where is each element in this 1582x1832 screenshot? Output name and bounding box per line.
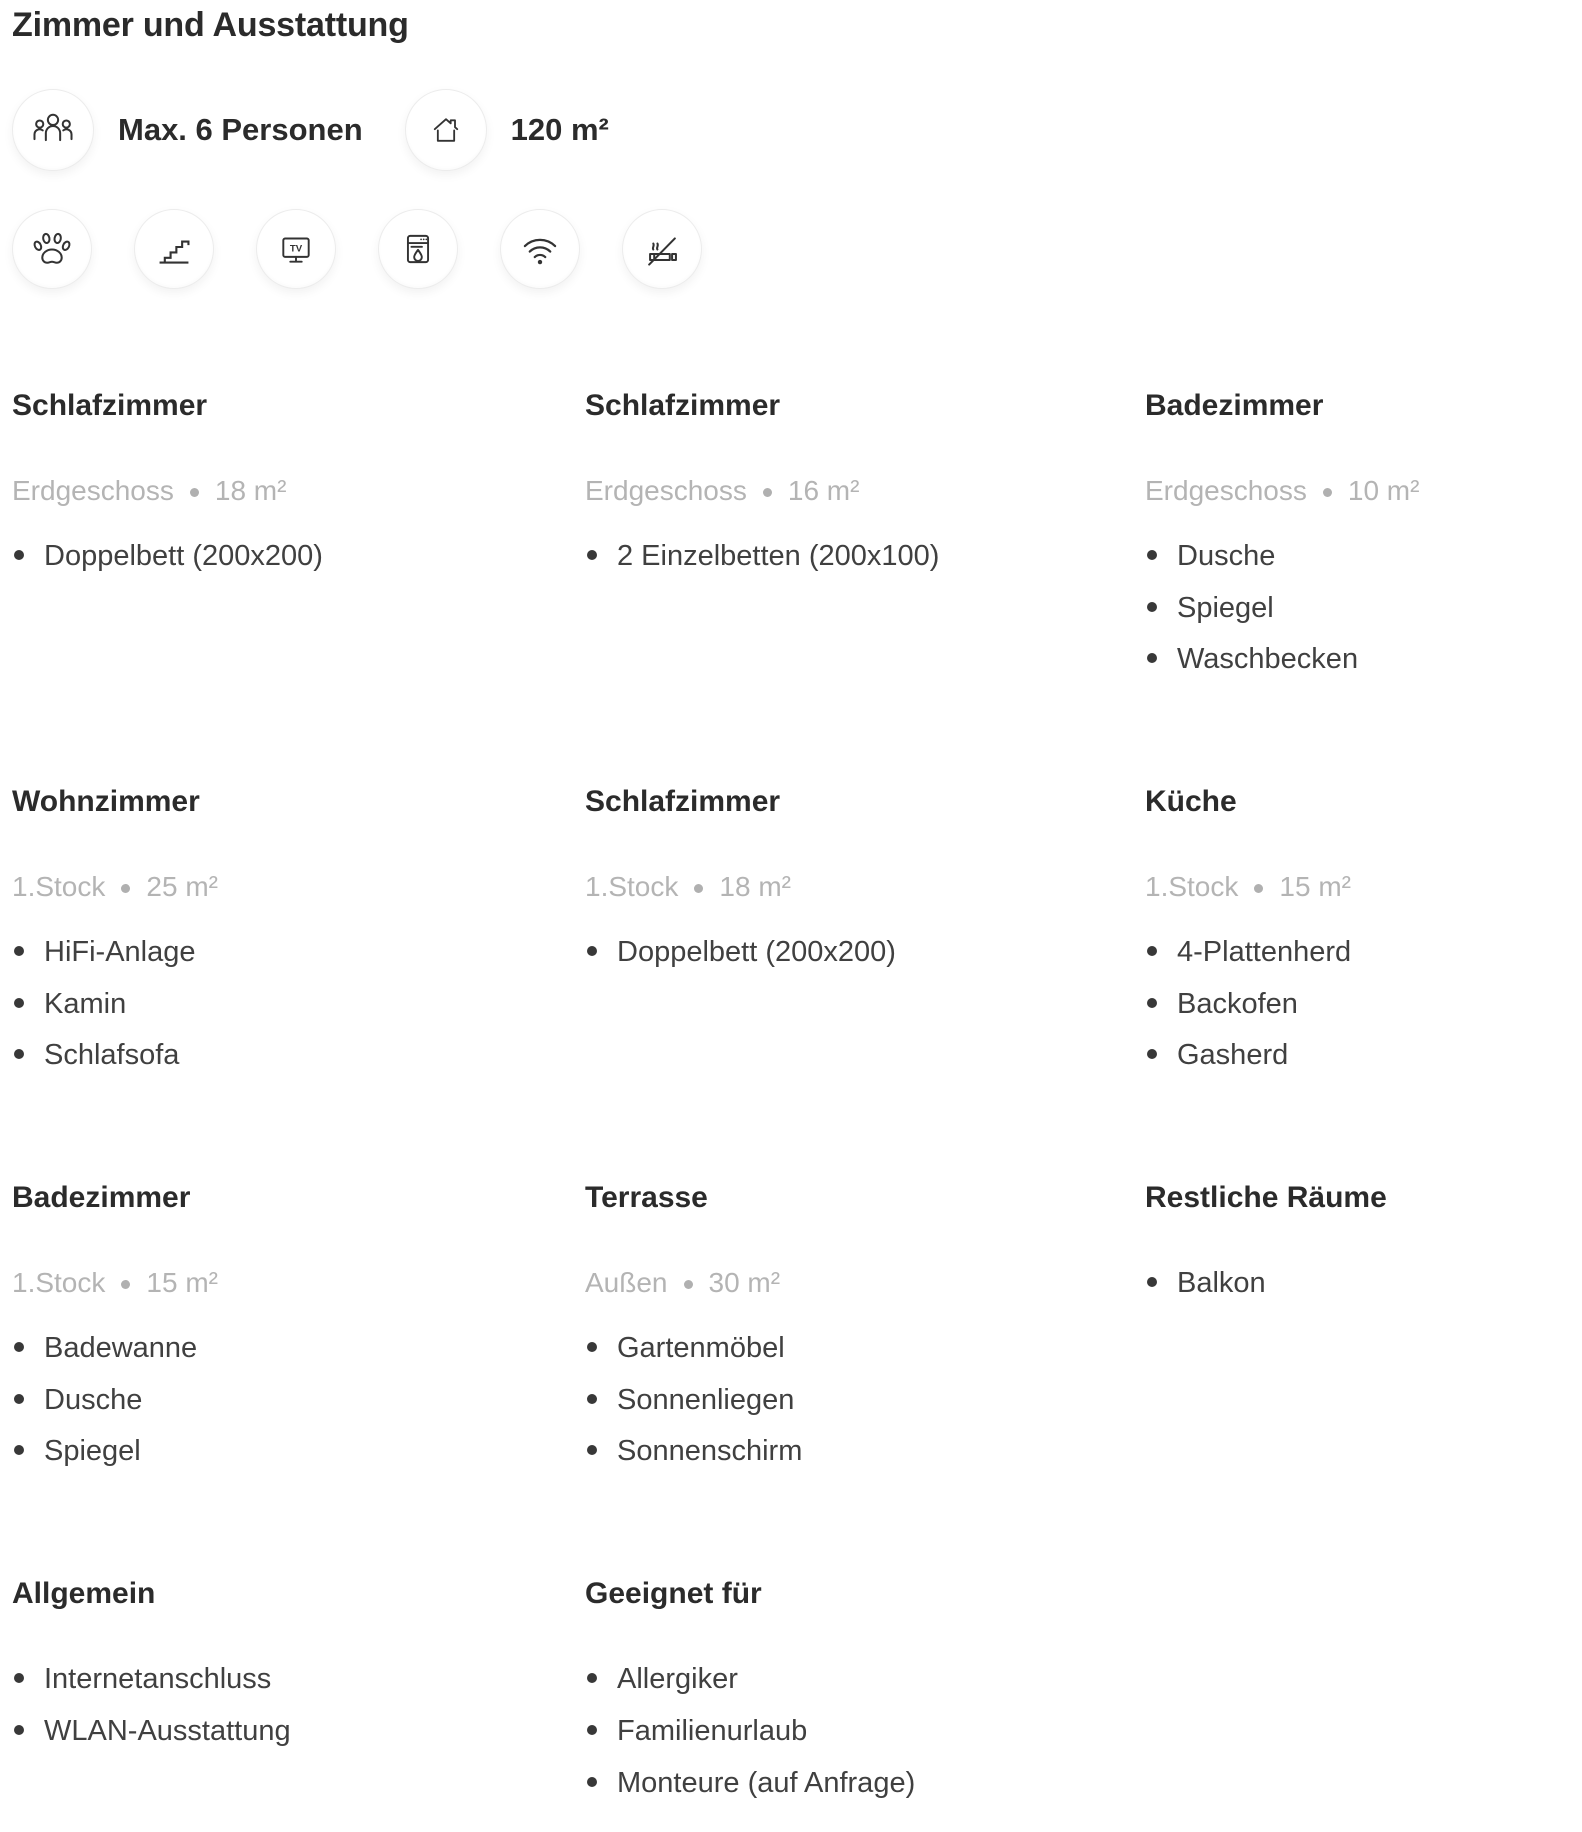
no-smoking-badge xyxy=(622,209,702,289)
room-sections-grid xyxy=(12,389,1570,1798)
section-meta xyxy=(585,872,1145,903)
section-allgemein xyxy=(12,1577,585,1746)
section-size: 10 m² xyxy=(1347,475,1420,507)
section-meta xyxy=(1145,476,1570,507)
section-items xyxy=(12,1333,585,1467)
tv-icon-label: TV xyxy=(289,243,303,255)
list-item: Doppelbett (200x200) xyxy=(585,937,1145,968)
list-item: WLAN-Ausstattung xyxy=(12,1716,585,1747)
section-size: 15 m² xyxy=(1279,871,1351,903)
section-meta xyxy=(12,872,585,903)
section-items xyxy=(585,541,1145,572)
list-item: 4-Plattenherd xyxy=(1145,937,1570,968)
tv-icon xyxy=(275,228,317,270)
section-meta xyxy=(585,1268,1145,1299)
section-meta xyxy=(12,476,585,507)
meta-separator-dot xyxy=(1254,884,1263,893)
list-item: Sonnenliegen xyxy=(585,1385,1145,1416)
section-items xyxy=(1145,1268,1570,1299)
section-schlafzimmer-og xyxy=(585,785,1145,968)
section-location: Außen xyxy=(585,1267,668,1299)
list-item: Schlafsofa xyxy=(12,1040,585,1071)
meta-separator-dot xyxy=(121,884,130,893)
section-title: Schlafzimmer xyxy=(585,389,781,423)
section-meta xyxy=(585,476,1145,507)
no-smoking-icon xyxy=(640,227,684,271)
stairs-icon xyxy=(153,228,195,270)
section-items xyxy=(12,1664,585,1746)
section-title: Terrasse xyxy=(585,1181,708,1215)
list-item: Spiegel xyxy=(12,1436,585,1467)
pets-allowed-badge xyxy=(12,209,92,289)
meta-separator-dot xyxy=(684,1280,693,1289)
amenity-icon-row xyxy=(12,209,1570,289)
section-badezimmer-og xyxy=(12,1181,585,1467)
dishwasher-icon xyxy=(397,228,439,270)
area-badge xyxy=(405,89,487,171)
list-item: Monteure (auf Anfrage) xyxy=(585,1768,1145,1799)
section-items xyxy=(1145,541,1570,675)
list-item: Familienurlaub xyxy=(585,1716,1145,1747)
section-location: Erdgeschoss xyxy=(1145,475,1307,507)
people-group-icon xyxy=(31,108,75,152)
section-title: Schlafzimmer xyxy=(12,389,208,423)
section-title: Geeignet für xyxy=(585,1577,762,1611)
section-items xyxy=(585,937,1145,968)
section-title: Schlafzimmer xyxy=(585,785,781,819)
section-terrasse xyxy=(585,1181,1145,1467)
list-item: Sonnenschirm xyxy=(585,1436,1145,1467)
section-restliche-raeume xyxy=(1145,1181,1570,1299)
section-meta xyxy=(1145,872,1570,903)
section-size: 15 m² xyxy=(146,1267,218,1299)
list-item: Gartenmöbel xyxy=(585,1333,1145,1364)
section-geeignet-fuer xyxy=(585,1577,1145,1798)
list-item: Internetanschluss xyxy=(12,1664,585,1695)
tv-badge xyxy=(256,209,336,289)
section-location: 1.Stock xyxy=(585,871,679,903)
section-meta xyxy=(12,1268,585,1299)
section-items xyxy=(585,1664,1145,1798)
section-title: Küche xyxy=(1145,785,1237,819)
house-icon xyxy=(426,110,466,150)
section-badezimmer-eg xyxy=(1145,389,1570,675)
meta-separator-dot xyxy=(1323,488,1332,497)
meta-separator-dot xyxy=(121,1280,130,1289)
section-size: 18 m² xyxy=(214,475,287,507)
list-item: Balkon xyxy=(1145,1268,1570,1299)
list-item: Dusche xyxy=(1145,541,1570,572)
section-schlafzimmer-eg-1 xyxy=(12,389,585,572)
list-item: Badewanne xyxy=(12,1333,585,1364)
paw-icon xyxy=(30,227,74,271)
section-title: Wohnzimmer xyxy=(12,785,200,819)
section-title: Restliche Räume xyxy=(1145,1181,1387,1215)
list-item: Waschbecken xyxy=(1145,644,1570,675)
section-items xyxy=(585,1333,1145,1467)
list-item: Doppelbett (200x200) xyxy=(12,541,585,572)
section-items xyxy=(1145,937,1570,1071)
section-items xyxy=(12,541,585,572)
meta-separator-dot xyxy=(190,488,199,497)
capacity-area-row xyxy=(12,89,1570,171)
capacity-badge xyxy=(12,89,94,171)
area-label: 120 m² xyxy=(510,112,609,148)
section-location: 1.Stock xyxy=(1145,871,1239,903)
section-title: Allgemein xyxy=(12,1577,156,1611)
list-item: Backofen xyxy=(1145,989,1570,1020)
page-title: Zimmer und Ausstattung xyxy=(12,6,409,44)
list-item: 2 Einzelbetten (200x100) xyxy=(585,541,1145,572)
list-item: Spiegel xyxy=(1145,593,1570,624)
list-item: Kamin xyxy=(12,989,585,1020)
section-kueche xyxy=(1145,785,1570,1071)
section-wohnzimmer xyxy=(12,785,585,1071)
section-schlafzimmer-eg-2 xyxy=(585,389,1145,572)
list-item: HiFi-Anlage xyxy=(12,937,585,968)
meta-separator-dot xyxy=(694,884,703,893)
stairs-badge xyxy=(134,209,214,289)
list-item: Allergiker xyxy=(585,1664,1145,1695)
list-item: Gasherd xyxy=(1145,1040,1570,1071)
capacity-label: Max. 6 Personen xyxy=(118,112,363,148)
section-size: 30 m² xyxy=(708,1267,781,1299)
section-size: 25 m² xyxy=(146,871,218,903)
section-size: 18 m² xyxy=(719,871,791,903)
section-location: 1.Stock xyxy=(12,871,106,903)
section-title: Badezimmer xyxy=(1145,389,1324,423)
wifi-badge xyxy=(500,209,580,289)
section-location: Erdgeschoss xyxy=(585,475,747,507)
section-items xyxy=(12,937,585,1071)
section-location: 1.Stock xyxy=(12,1267,106,1299)
section-size: 16 m² xyxy=(787,475,860,507)
list-item: Dusche xyxy=(12,1385,585,1416)
section-location: Erdgeschoss xyxy=(12,475,174,507)
section-title: Badezimmer xyxy=(12,1181,191,1215)
meta-separator-dot xyxy=(763,488,772,497)
dishwasher-badge xyxy=(378,209,458,289)
wifi-icon xyxy=(518,227,562,271)
